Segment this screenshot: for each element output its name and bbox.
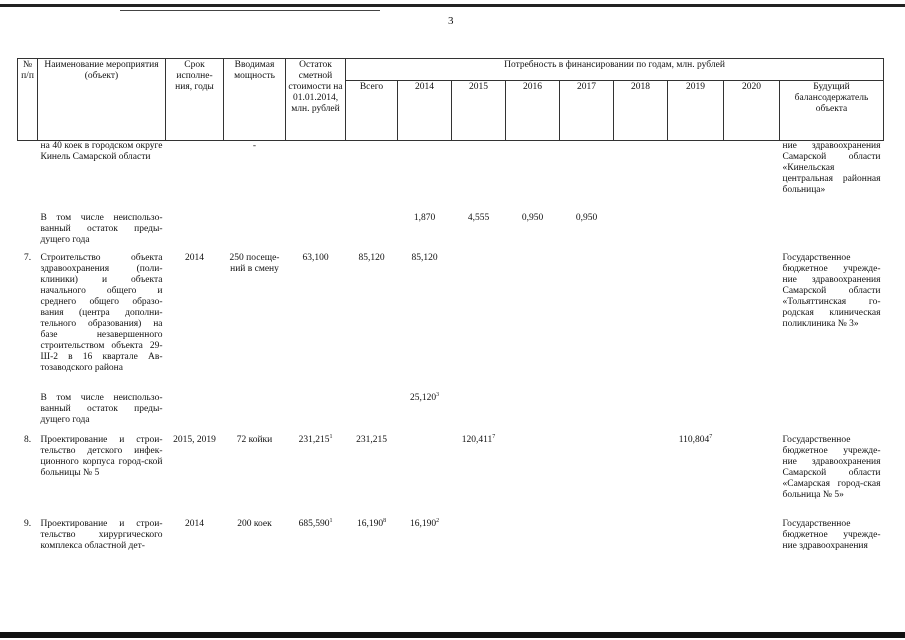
measure-name-text: Строительство объекта здравоохранения (поли-клиники) и объекта начального общего и среднего общего образо-вания (центра дополни-тельного образования) на базе незавершенного строительством объекта 29-Ш-2 в 16 квартале Ав-тозаводского района — [40, 252, 163, 373]
year-value — [398, 519, 452, 579]
row-number — [18, 393, 38, 435]
total — [346, 393, 398, 435]
header-capacity: Вводимая мощность — [224, 59, 286, 141]
capacity — [224, 519, 286, 579]
year-value-text: 25,120 — [409, 392, 437, 403]
year-value — [614, 253, 668, 393]
balance-holder — [780, 519, 884, 579]
remaining-cost — [286, 519, 346, 579]
balance-holder — [780, 435, 884, 519]
financing-table — [17, 58, 884, 579]
bottom-rule — [0, 632, 905, 638]
header-year: 2017 — [560, 81, 614, 141]
row-number — [18, 213, 38, 253]
table-row — [18, 435, 884, 519]
year-value — [560, 435, 614, 519]
table-row — [18, 213, 884, 253]
capacity-text: - — [252, 141, 257, 151]
year-value — [452, 435, 506, 519]
balance-holder — [780, 253, 884, 393]
year-value — [614, 141, 668, 213]
header-need-title: Потребность в финансировании по годам, млн. рублей — [346, 59, 884, 81]
year-value — [398, 253, 452, 393]
header-num: № п/п — [18, 59, 38, 141]
year-value — [724, 519, 780, 579]
header-name: Наименование мероприятия (объект) — [38, 59, 166, 141]
term — [166, 141, 224, 213]
capacity — [224, 393, 286, 435]
row-number — [18, 519, 38, 579]
year-value — [724, 141, 780, 213]
row-number-text: 8. — [23, 434, 32, 445]
year-value — [506, 213, 560, 253]
year-value — [668, 393, 724, 435]
year-value — [398, 213, 452, 253]
total-text: 85,120 — [358, 252, 385, 263]
measure-name-text: Проектирование и строи-тельство детского инфек-ционного корпуса город-ской больницы № 5 — [40, 434, 163, 478]
capacity-text: 250 посеще-ний в смену — [229, 252, 280, 274]
year-value — [560, 519, 614, 579]
measure-name-text: на 40 коек в городском округе Кинель Самарской области — [40, 141, 163, 162]
remaining-cost-text: 63,100 — [302, 252, 329, 263]
year-value — [452, 519, 506, 579]
total — [346, 213, 398, 253]
balance-holder-text: Государственное бюджетное учрежде-ние здравоохранения — [782, 518, 881, 551]
term-text: 2014 — [185, 252, 204, 263]
measure-name — [38, 393, 166, 435]
year-value — [668, 141, 724, 213]
table-row — [18, 393, 884, 435]
remaining-cost — [286, 253, 346, 393]
year-value — [668, 253, 724, 393]
year-value — [724, 213, 780, 253]
year-value — [668, 435, 724, 519]
year-value-text: 85,120 — [411, 252, 438, 263]
header-remaining: Остаток сметной стоимости на 01.01.2014, млн. рублей — [286, 59, 346, 141]
year-value-text: 4,555 — [467, 212, 490, 223]
year-value — [614, 393, 668, 435]
balance-holder — [780, 393, 884, 435]
measure-name — [38, 435, 166, 519]
term-text: 2014 — [185, 518, 204, 529]
year-value-text: 1,870 — [413, 212, 436, 223]
page-number: 3 — [448, 15, 454, 27]
balance-holder-text: Государственное бюджетное учрежде-ние здравоохранения Самарской области «Самарская город-ская больница № 5» — [782, 434, 881, 500]
total — [346, 435, 398, 519]
balance-holder — [780, 141, 884, 213]
year-value — [724, 393, 780, 435]
measure-name — [38, 253, 166, 393]
year-value — [614, 435, 668, 519]
row-number — [18, 435, 38, 519]
capacity — [224, 213, 286, 253]
capacity — [224, 253, 286, 393]
term — [166, 253, 224, 393]
footnote-mark: 1 — [329, 433, 333, 440]
term-text: 2015, 2019 — [173, 434, 216, 445]
capacity — [224, 141, 286, 213]
remaining-cost-text: 231,215 — [298, 434, 330, 445]
term — [166, 519, 224, 579]
header-year: 2018 — [614, 81, 668, 141]
year-value — [452, 213, 506, 253]
header-year: 2014 — [398, 81, 452, 141]
remaining-cost — [286, 393, 346, 435]
measure-name — [38, 141, 166, 213]
year-value — [614, 519, 668, 579]
top-rule — [0, 4, 905, 7]
year-value — [724, 435, 780, 519]
footnote-mark: 7 — [709, 433, 713, 440]
measure-name — [38, 213, 166, 253]
year-value — [506, 393, 560, 435]
balance-holder-text: ние здравоохранения Самарской области «Кинельская центральная районная больница» — [782, 141, 881, 195]
header-year: 2015 — [452, 81, 506, 141]
measure-name-text: В том числе неиспользо-ванный остаток преды-дущего года — [40, 392, 163, 425]
remaining-cost — [286, 141, 346, 213]
year-value — [398, 393, 452, 435]
header-year: 2016 — [506, 81, 560, 141]
header-term: Срок исполне-ния, годы — [166, 59, 224, 141]
year-value — [506, 435, 560, 519]
header-total: Всего — [346, 81, 398, 141]
year-value — [560, 393, 614, 435]
measure-name-text: В том числе неиспользо-ванный остаток преды-дущего года — [40, 212, 163, 245]
balance-holder-text: Государственное бюджетное учрежде-ние здравоохранения Самарской области «Тольяттинская го-родская клиническая поликлиника № 3» — [782, 252, 881, 329]
year-value — [614, 213, 668, 253]
table-row — [18, 519, 884, 579]
year-value — [506, 141, 560, 213]
year-value — [560, 141, 614, 213]
term — [166, 435, 224, 519]
capacity-text: 72 койки — [236, 434, 273, 445]
year-value — [668, 213, 724, 253]
remaining-cost — [286, 213, 346, 253]
total-text: 231,215 — [356, 434, 387, 445]
top-rule-short — [120, 10, 380, 11]
year-value-text: 0,950 — [521, 212, 544, 223]
year-value — [506, 519, 560, 579]
term — [166, 393, 224, 435]
year-value-text: 120,411 — [461, 434, 493, 445]
header-year: 2019 — [668, 81, 724, 141]
row-number-text: 7. — [23, 252, 32, 263]
year-value — [560, 253, 614, 393]
row-number-text: 9. — [23, 518, 32, 529]
measure-name-text: Проектирование и строи-тельство хирургического комплекса областной дет- — [40, 518, 163, 551]
year-value — [506, 253, 560, 393]
year-value — [398, 141, 452, 213]
year-value — [560, 213, 614, 253]
year-value-text: 110,804 — [678, 434, 710, 445]
header-holder: Будущий балансодержатель объекта — [780, 81, 884, 141]
term — [166, 213, 224, 253]
year-value — [452, 393, 506, 435]
total-text: 16,190 — [356, 518, 384, 529]
remaining-cost-text: 685,590 — [298, 518, 330, 529]
header-year: 2020 — [724, 81, 780, 141]
total — [346, 519, 398, 579]
year-value — [724, 253, 780, 393]
footnote-mark: 8 — [383, 517, 387, 524]
remaining-cost — [286, 435, 346, 519]
year-value — [452, 141, 506, 213]
footnote-mark: 1 — [329, 517, 333, 524]
total — [346, 253, 398, 393]
measure-name — [38, 519, 166, 579]
row-number — [18, 141, 38, 213]
balance-holder — [780, 213, 884, 253]
year-value-text: 0,950 — [575, 212, 598, 223]
footnote-mark: 7 — [492, 433, 496, 440]
table-row — [18, 141, 884, 213]
year-value — [398, 435, 452, 519]
capacity — [224, 435, 286, 519]
year-value — [452, 253, 506, 393]
footnote-mark: 2 — [436, 517, 440, 524]
footnote-mark: 3 — [436, 391, 440, 398]
year-value — [668, 519, 724, 579]
year-value-text: 16,190 — [409, 518, 437, 529]
total — [346, 141, 398, 213]
table-row — [18, 253, 884, 393]
capacity-text: 200 коек — [237, 518, 272, 529]
row-number — [18, 253, 38, 393]
